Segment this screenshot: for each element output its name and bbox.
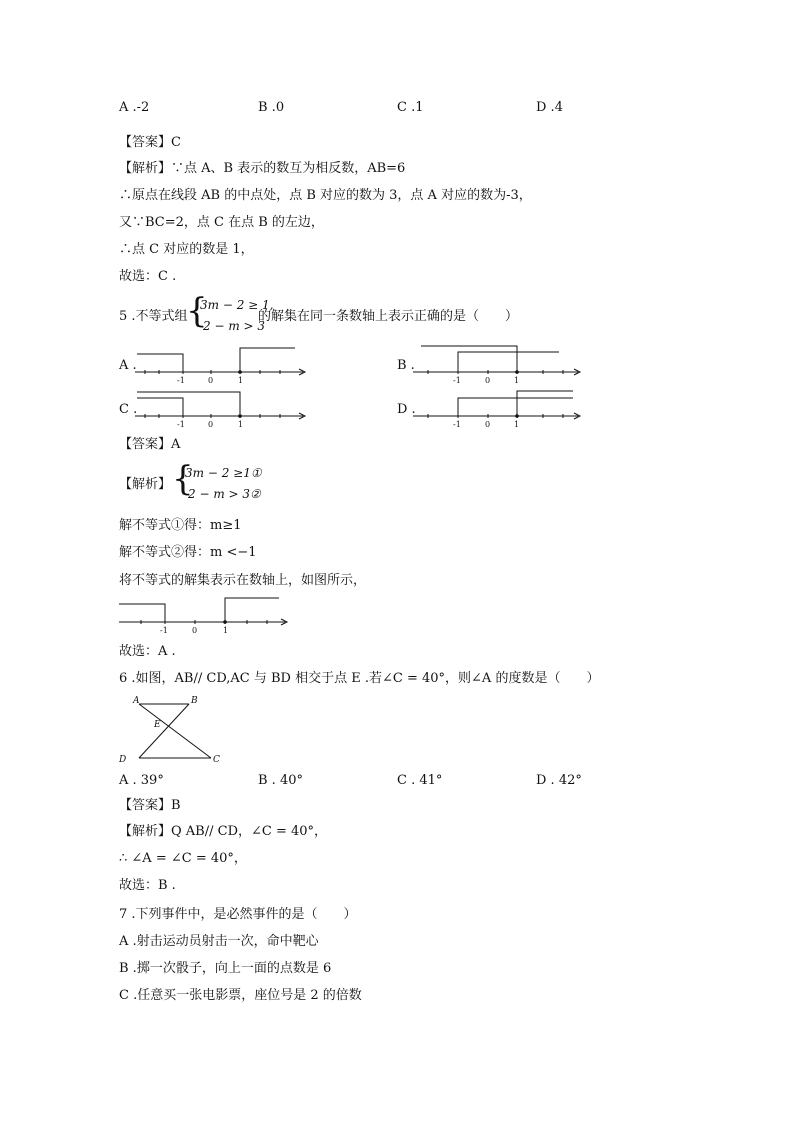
number-line-d: [413, 386, 588, 428]
analysis-label: 【解析】: [119, 477, 172, 492]
tick-label: 0: [208, 420, 214, 429]
tick-label: 1: [223, 626, 229, 635]
point-label: E: [154, 720, 161, 730]
analysis-line: 故选：C .: [119, 269, 177, 284]
brace-glyph: {: [186, 291, 208, 331]
tick-label: -1: [453, 420, 461, 429]
numberline-option-label: B .: [397, 358, 415, 373]
inequality-2: 2 − m > 3: [203, 319, 266, 333]
tick-label: 1: [238, 420, 244, 429]
system-line-1: 3m − 2 ≥1①: [185, 466, 262, 480]
option-a: A . 39°: [119, 773, 164, 788]
tick-label: 0: [208, 376, 214, 385]
brace-glyph: {: [172, 459, 194, 499]
option-d: D .4: [536, 100, 563, 115]
solve-step: 将不等式的解集表示在数轴上，如图所示，: [119, 573, 367, 588]
tick-label: -1: [160, 626, 168, 635]
number-line-b: [413, 342, 588, 384]
analysis-line: ∴ ∠A = ∠C = 40°，: [119, 851, 247, 866]
option-d: D . 42°: [536, 773, 582, 788]
point-label: A: [133, 696, 140, 706]
point-label: C: [213, 755, 220, 765]
option-c: C . 41°: [397, 773, 443, 788]
tick-label: 1: [238, 376, 244, 385]
option-b: B . 40°: [258, 773, 303, 788]
tick-label: 1: [514, 376, 520, 385]
numberline-option-label: A .: [119, 358, 137, 373]
analysis-line: ∴原点在线段 AB 的中点处，点 B 对应的数为 3，点 A 对应的数为-3，: [119, 188, 532, 203]
tick-label: 0: [485, 420, 491, 429]
choose-line: 故选：A .: [119, 644, 176, 659]
option-b: B .掷一次骰子，向上一面的点数是 6: [119, 961, 332, 976]
tick-label: 0: [192, 626, 198, 635]
system-line-2: 2 − m > 3②: [188, 487, 261, 501]
option-a: A .-2: [119, 100, 150, 115]
question-5-suffix: 的解集在同一条数轴上表示正确的是（ ）: [258, 309, 519, 324]
analysis-line: ∴点 C 对应的数是 1，: [119, 242, 254, 257]
geometry-figure: [118, 694, 228, 766]
tick-label: -1: [177, 420, 185, 429]
option-b: B .0: [258, 100, 285, 115]
tick-label: 1: [514, 420, 520, 429]
numberline-option-label: C .: [119, 402, 138, 417]
solve-step: 解不等式①得：m≥1: [119, 518, 242, 533]
number-line-c: [135, 386, 310, 428]
option-c: C .1: [397, 100, 424, 115]
option-c: C .任意买一张电影票，座位号是 2 的倍数: [119, 988, 362, 1003]
answer: 【答案】B: [119, 798, 181, 813]
question-6-stem: 6 .如图，AB// CD,AC 与 BD 相交于点 E .若∠C = 40°，则∠A 的度数是（ ）: [119, 671, 600, 686]
number-line-solution: [119, 594, 294, 636]
option-a: A .射击运动员射击一次，命中靶心: [119, 934, 319, 949]
inequality-1: 3m − 2 ≥ 1,: [200, 298, 274, 312]
analysis-line: 故选：B .: [119, 878, 176, 893]
answer: 【答案】C: [119, 135, 181, 150]
number-line-a: [135, 342, 310, 384]
solve-step: 解不等式②得：m <−1: [119, 545, 257, 560]
numberline-option-label: D .: [397, 402, 416, 417]
tick-label: -1: [453, 376, 461, 385]
tick-label: 0: [485, 376, 491, 385]
point-label: B: [191, 696, 198, 706]
question-5-prefix: 5 .不等式组: [119, 309, 188, 324]
analysis-line: 又∵BC=2，点 C 在点 B 的左边，: [119, 215, 324, 230]
answer: 【答案】A: [119, 437, 181, 452]
tick-label: -1: [177, 376, 185, 385]
analysis-line: 【解析】Q AB// CD，∠C = 40°，: [119, 824, 328, 839]
point-label: D: [119, 755, 127, 765]
question-7-stem: 7 .下列事件中，是必然事件的是（ ）: [119, 907, 357, 922]
analysis-line: 【解析】∵点 A、B 表示的数互为相反数，AB=6: [119, 161, 406, 176]
